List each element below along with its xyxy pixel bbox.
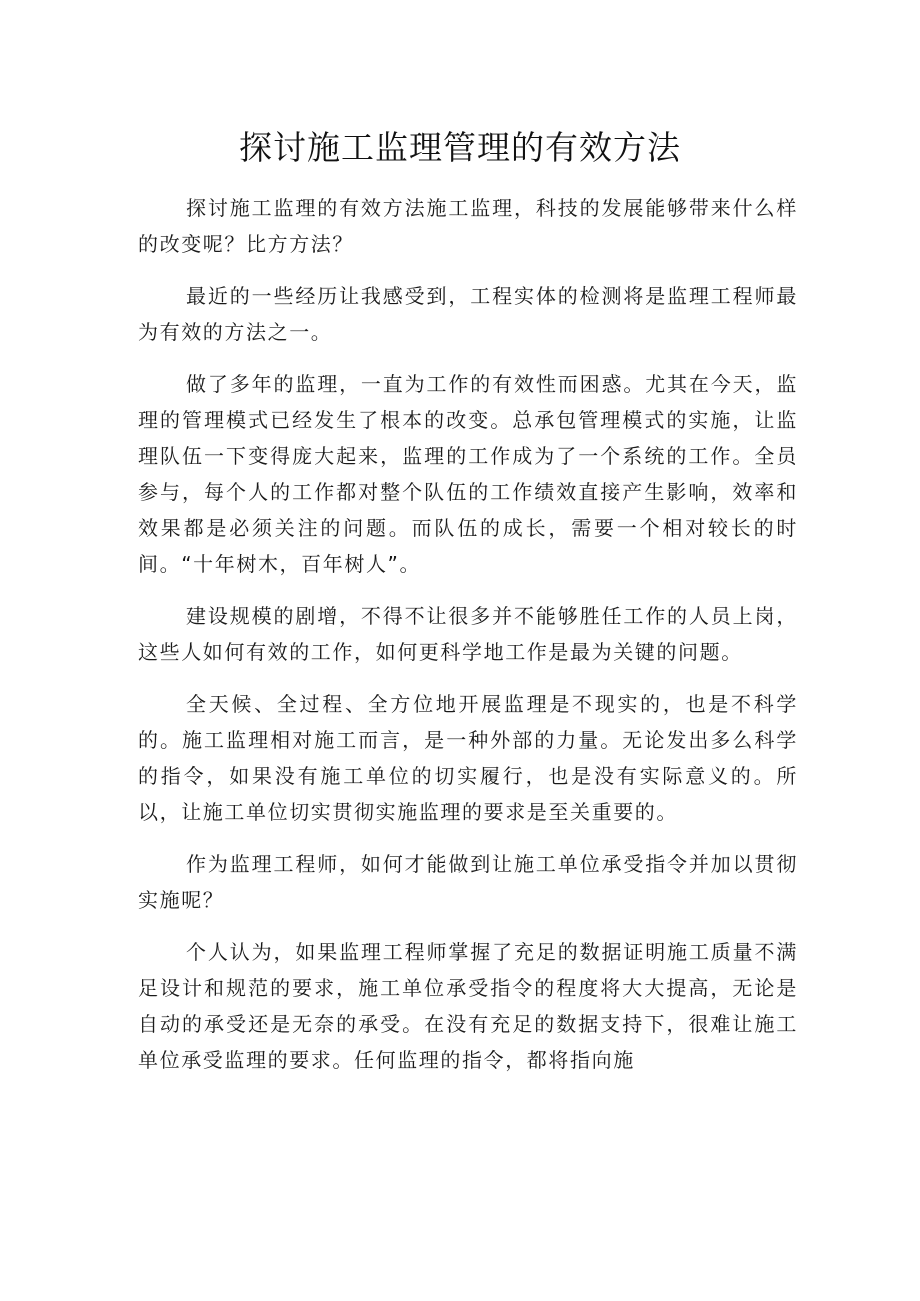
paragraph: 探讨施工监理的有效方法施工监理，科技的发展能够带来什么样的改变呢？比方方法？ xyxy=(138,196,798,256)
paragraph: 做了多年的监理，一直为工作的有效性而困惑。尤其在今天，监理的管理模式已经发生了根本的改变。总承包管理模式的实施，让监理队伍一下变得庞大起来，监理的工作成为了一个系统的工作。全员参与，每个人的工作都对整个队伍的工作绩效直接产生影响，效率和效果都是必须关注的问题。而队伍的成长，需要一个相对较长的时间。“十年树木，百年树人”。 xyxy=(138,372,798,576)
document-body xyxy=(138,190,798,1094)
document-title: 探讨施工监理管理的有效方法 xyxy=(239,128,681,167)
paragraph: 个人认为，如果监理工程师掌握了充足的数据证明施工质量不满足设计和规范的要求，施工单位承受指令的程度将大大提高，无论是自动的承受还是无奈的承受。在没有充足的数据支持下，很难让施工单位承受监理的要求。任何监理的指令，都将指向施 xyxy=(138,940,798,1072)
paragraph: 作为监理工程师，如何才能做到让施工单位承受指令并加以贯彻实施呢？ xyxy=(138,852,798,912)
paragraph: 最近的一些经历让我感受到，工程实体的检测将是监理工程师最为有效的方法之一。 xyxy=(138,284,798,344)
paragraph: 建设规模的剧增，不得不让很多并不能够胜任工作的人员上岗，这些人如何有效的工作，如何更科学地工作是最为关键的问题。 xyxy=(138,604,798,664)
paragraph: 全天候、全过程、全方位地开展监理是不现实的，也是不科学的。施工监理相对施工而言，是一种外部的力量。无论发出多么科学的指令，如果没有施工单位的切实履行，也是没有实际意义的。所以，让施工单位切实贯彻实施监理的要求是至关重要的。 xyxy=(138,692,798,824)
